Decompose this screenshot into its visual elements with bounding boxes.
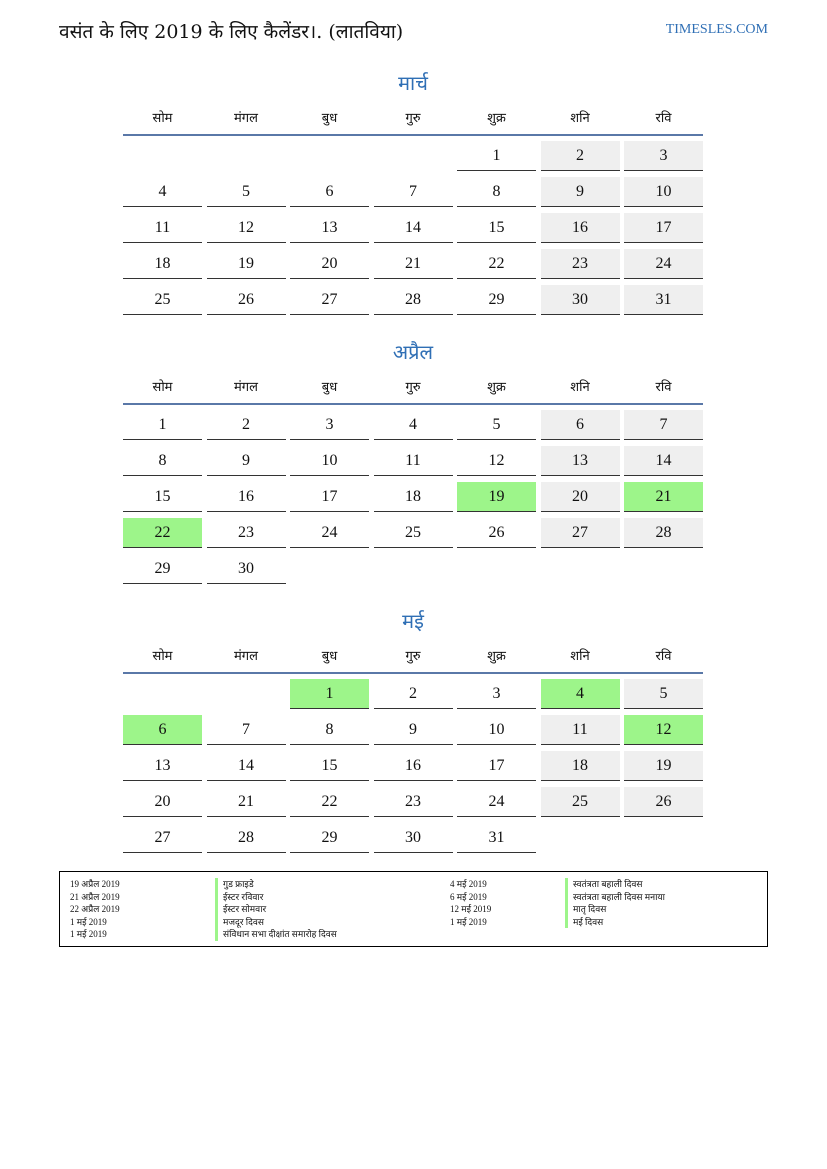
weekday-label: शनि bbox=[570, 111, 590, 126]
day-cell: 2 bbox=[374, 679, 453, 709]
day-cell: 12 bbox=[457, 446, 536, 476]
week-row bbox=[123, 477, 703, 513]
day-cell: 24 bbox=[624, 249, 703, 279]
day-cell: 29 bbox=[457, 285, 536, 315]
legend-names-left bbox=[215, 878, 337, 941]
day-cell: 22 bbox=[290, 787, 369, 817]
month-block bbox=[123, 337, 703, 585]
day-cell: 21 bbox=[207, 787, 286, 817]
weekday-label: सोम bbox=[152, 380, 173, 395]
legend-date: 22 अप्रैल 2019 bbox=[70, 904, 120, 914]
day-cell: 21 bbox=[374, 249, 453, 279]
weekday-header bbox=[123, 100, 703, 136]
day-cell: 30 bbox=[541, 285, 620, 315]
day-cell: 25 bbox=[374, 518, 453, 548]
day-cell: 31 bbox=[624, 285, 703, 315]
day-cell: 4 bbox=[374, 410, 453, 440]
day-cell: 7 bbox=[207, 715, 286, 745]
week-row bbox=[123, 172, 703, 208]
legend-date: 1 मई 2019 bbox=[70, 929, 107, 939]
day-cell: 13 bbox=[290, 213, 369, 243]
day-cell: 5 bbox=[624, 679, 703, 709]
day-cell: 28 bbox=[374, 285, 453, 315]
day-cell: 12 bbox=[207, 213, 286, 243]
day-cell: 31 bbox=[457, 823, 536, 853]
day-cell: 26 bbox=[624, 787, 703, 817]
day-cell: 11 bbox=[541, 715, 620, 745]
day-cell: 11 bbox=[374, 446, 453, 476]
day-cell: 22 bbox=[123, 518, 202, 548]
day-cell: 18 bbox=[123, 249, 202, 279]
day-cell: 23 bbox=[207, 518, 286, 548]
day-cell: 6 bbox=[541, 410, 620, 440]
day-cell: 25 bbox=[123, 285, 202, 315]
weekday-label: मंगल bbox=[234, 380, 258, 395]
day-cell: 4 bbox=[541, 679, 620, 709]
legend-date: 19 अप्रैल 2019 bbox=[70, 879, 120, 889]
empty-cell bbox=[541, 823, 620, 852]
weekday-label: मंगल bbox=[234, 649, 258, 664]
day-cell: 17 bbox=[290, 482, 369, 512]
day-cell: 17 bbox=[457, 751, 536, 781]
day-cell: 14 bbox=[207, 751, 286, 781]
day-cell: 21 bbox=[624, 482, 703, 512]
weekday-label: गुरु bbox=[405, 649, 421, 664]
day-cell: 10 bbox=[624, 177, 703, 207]
weekday-label: मंगल bbox=[234, 111, 258, 126]
day-cell: 12 bbox=[624, 715, 703, 745]
weekday-label: सोम bbox=[152, 649, 173, 664]
weekday-label: शुक्र bbox=[487, 380, 506, 395]
day-cell: 10 bbox=[290, 446, 369, 476]
weekday-label: गुरु bbox=[405, 380, 421, 395]
legend-date: 4 मई 2019 bbox=[450, 879, 487, 889]
empty-cell bbox=[624, 554, 703, 583]
day-cell: 29 bbox=[290, 823, 369, 853]
day-cell: 15 bbox=[457, 213, 536, 243]
legend-date: 6 मई 2019 bbox=[450, 891, 487, 902]
empty-cell bbox=[541, 554, 620, 583]
day-cell: 7 bbox=[624, 410, 703, 440]
week-row bbox=[123, 710, 703, 746]
week-row bbox=[123, 441, 703, 477]
day-cell: 7 bbox=[374, 177, 453, 207]
day-cell: 13 bbox=[123, 751, 202, 781]
week-row bbox=[123, 818, 703, 854]
empty-cell bbox=[207, 141, 286, 170]
day-cell: 15 bbox=[123, 482, 202, 512]
day-cell: 25 bbox=[541, 787, 620, 817]
day-cell: 28 bbox=[624, 518, 703, 548]
weekday-label: सोम bbox=[152, 111, 173, 126]
legend-holiday-name: मातृ दिवस bbox=[565, 903, 665, 916]
day-cell: 20 bbox=[541, 482, 620, 512]
day-cell: 27 bbox=[290, 285, 369, 315]
weekday-label: बुध bbox=[321, 380, 338, 395]
day-cell: 13 bbox=[541, 446, 620, 476]
weekday-label: शनि bbox=[570, 380, 590, 395]
day-cell: 3 bbox=[457, 679, 536, 709]
day-cell: 30 bbox=[207, 554, 286, 584]
day-cell: 28 bbox=[207, 823, 286, 853]
legend-dates-right bbox=[450, 878, 491, 928]
week-row bbox=[123, 549, 703, 585]
week-row bbox=[123, 136, 703, 172]
day-cell: 30 bbox=[374, 823, 453, 853]
day-cell: 19 bbox=[457, 482, 536, 512]
day-cell: 8 bbox=[290, 715, 369, 745]
weekday-header bbox=[123, 369, 703, 405]
day-cell: 14 bbox=[374, 213, 453, 243]
empty-cell bbox=[123, 141, 202, 170]
week-row bbox=[123, 782, 703, 818]
day-cell: 3 bbox=[624, 141, 703, 171]
empty-cell bbox=[374, 141, 453, 170]
legend-holiday-name: मई दिवस bbox=[565, 916, 665, 929]
day-cell: 14 bbox=[624, 446, 703, 476]
month-block bbox=[123, 68, 703, 316]
day-cell: 23 bbox=[374, 787, 453, 817]
weekday-header bbox=[123, 638, 703, 674]
day-cell: 1 bbox=[290, 679, 369, 709]
legend-holiday-name: ईस्टर सोमवार bbox=[215, 903, 337, 916]
holiday-legend bbox=[59, 871, 768, 947]
weekday-label: शुक्र bbox=[487, 649, 506, 664]
empty-cell bbox=[123, 679, 202, 708]
day-cell: 19 bbox=[207, 249, 286, 279]
day-cell: 26 bbox=[457, 518, 536, 548]
site-link[interactable]: TIMESLES.COM bbox=[665, 22, 768, 37]
empty-cell bbox=[374, 554, 453, 583]
weekday-label: रवि bbox=[655, 649, 672, 664]
day-cell: 8 bbox=[457, 177, 536, 207]
weekday-label: बुध bbox=[321, 649, 338, 664]
day-cell: 26 bbox=[207, 285, 286, 315]
week-row bbox=[123, 746, 703, 782]
day-cell: 9 bbox=[541, 177, 620, 207]
day-cell: 16 bbox=[541, 213, 620, 243]
day-cell: 8 bbox=[123, 446, 202, 476]
day-cell: 10 bbox=[457, 715, 536, 745]
legend-date: 1 मई 2019 bbox=[450, 916, 487, 927]
day-cell: 2 bbox=[207, 410, 286, 440]
weekday-label: रवि bbox=[655, 380, 672, 395]
day-cell: 19 bbox=[624, 751, 703, 781]
month-title: मार्च bbox=[398, 71, 428, 95]
weekday-label: शनि bbox=[570, 649, 590, 664]
empty-cell bbox=[290, 141, 369, 170]
legend-date: 12 मई 2019 bbox=[450, 904, 492, 914]
weekday-label: गुरु bbox=[405, 111, 421, 126]
legend-holiday-name: स्वतंत्रता बहाली दिवस मनाया bbox=[565, 891, 665, 904]
day-cell: 24 bbox=[290, 518, 369, 548]
week-row bbox=[123, 280, 703, 316]
day-cell: 22 bbox=[457, 249, 536, 279]
week-row bbox=[123, 674, 703, 710]
day-cell: 27 bbox=[123, 823, 202, 853]
legend-names-right bbox=[565, 878, 665, 928]
day-cell: 3 bbox=[290, 410, 369, 440]
day-cell: 2 bbox=[541, 141, 620, 171]
legend-holiday-name: ईस्टर रविवार bbox=[215, 891, 337, 904]
day-cell: 23 bbox=[541, 249, 620, 279]
day-cell: 18 bbox=[374, 482, 453, 512]
day-cell: 9 bbox=[374, 715, 453, 745]
week-row bbox=[123, 244, 703, 280]
empty-cell bbox=[457, 554, 536, 583]
day-cell: 4 bbox=[123, 177, 202, 207]
day-cell: 29 bbox=[123, 554, 202, 584]
legend-holiday-name: गुड फ्राइडे bbox=[215, 878, 337, 891]
day-cell: 6 bbox=[123, 715, 202, 745]
day-cell: 17 bbox=[624, 213, 703, 243]
day-cell: 16 bbox=[207, 482, 286, 512]
month-block bbox=[123, 606, 703, 854]
legend-holiday-name: संविधान सभा दीक्षांत समारोह दिवस bbox=[215, 928, 337, 941]
legend-date: 21 अप्रैल 2019 bbox=[70, 891, 120, 902]
empty-cell bbox=[290, 554, 369, 583]
empty-cell bbox=[624, 823, 703, 852]
empty-cell bbox=[207, 679, 286, 708]
day-cell: 20 bbox=[123, 787, 202, 817]
legend-holiday-name: मजदूर दिवस bbox=[215, 916, 337, 929]
legend-dates-left bbox=[70, 878, 120, 941]
weekday-label: बुध bbox=[321, 111, 338, 126]
day-cell: 15 bbox=[290, 751, 369, 781]
day-cell: 16 bbox=[374, 751, 453, 781]
day-cell: 11 bbox=[123, 213, 202, 243]
weekday-label: शुक्र bbox=[487, 111, 506, 126]
weekday-label: रवि bbox=[655, 111, 672, 126]
month-title: अप्रैल bbox=[392, 340, 434, 364]
day-cell: 27 bbox=[541, 518, 620, 548]
week-row bbox=[123, 513, 703, 549]
day-cell: 5 bbox=[457, 410, 536, 440]
day-cell: 9 bbox=[207, 446, 286, 476]
legend-date: 1 मई 2019 bbox=[70, 916, 107, 927]
week-row bbox=[123, 405, 703, 441]
week-row bbox=[123, 208, 703, 244]
page-title: वसंत के लिए 2019 के लिए कैलेंडर।. (लातविया) bbox=[59, 21, 404, 43]
day-cell: 6 bbox=[290, 177, 369, 207]
month-title: मई bbox=[402, 609, 424, 633]
day-cell: 1 bbox=[123, 410, 202, 440]
legend-holiday-name: स्वतंत्रता बहाली दिवस bbox=[565, 878, 665, 891]
day-cell: 18 bbox=[541, 751, 620, 781]
day-cell: 24 bbox=[457, 787, 536, 817]
day-cell: 5 bbox=[207, 177, 286, 207]
day-cell: 1 bbox=[457, 141, 536, 171]
day-cell: 20 bbox=[290, 249, 369, 279]
